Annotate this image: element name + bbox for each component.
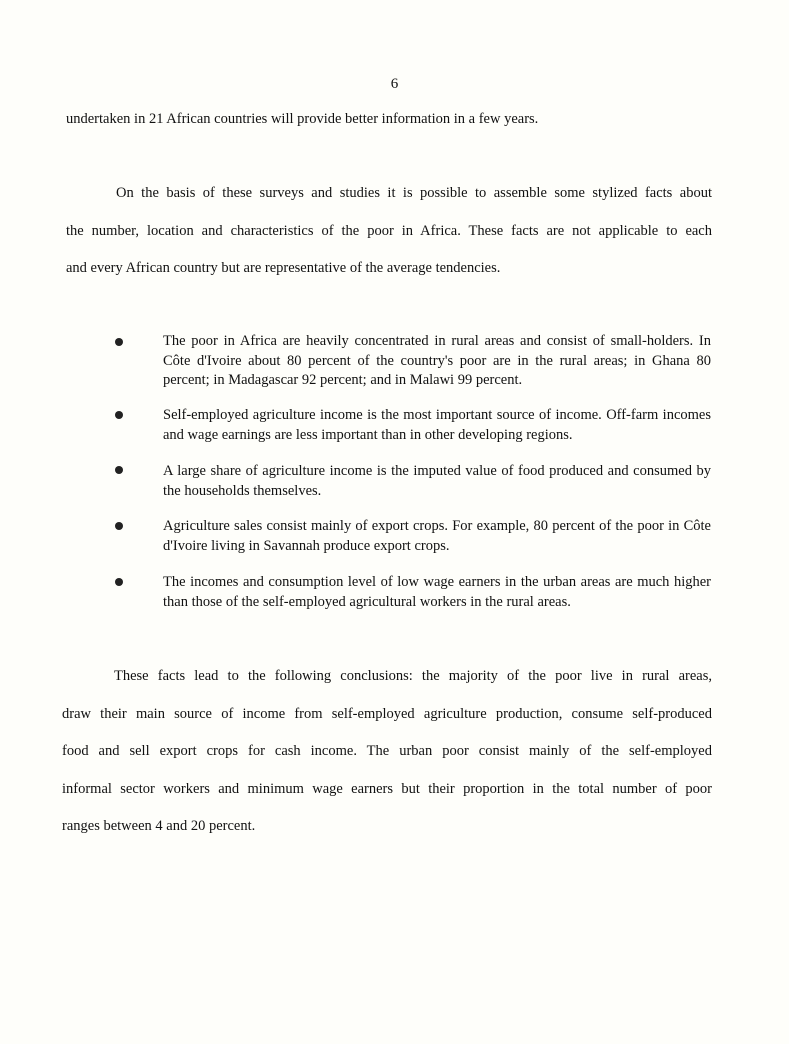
paragraph-line: and every African country but are representative of the average tendencies. <box>66 260 501 276</box>
bullet-text: Agriculture sales consist mainly of export crops. For example, 80 percent of the poor in Côte d'Ivoire living in Savannah produce export crops. <box>163 518 711 554</box>
paragraph-line: food and sell export crops for cash income. The urban poor consist mainly of the self-employed <box>62 743 712 759</box>
paragraph-line: These facts lead to the following conclusions: the majority of the poor live in rural areas, <box>114 668 712 684</box>
bullet-text: A large share of agriculture income is the imputed value of food produced and consumed by the households themselves. <box>163 463 711 499</box>
bullet-text: Self-employed agriculture income is the most important source of income. Off-farm incomes and wage earnings are less important than in other developing regions. <box>163 407 711 443</box>
bullet-icon <box>115 578 123 586</box>
paragraph-line: On the basis of these surveys and studies it is possible to assemble some stylized facts about <box>116 185 712 201</box>
bullet-icon <box>115 466 123 474</box>
bullet-icon <box>115 411 123 419</box>
page-number: 6 <box>390 76 399 92</box>
paragraph-line: informal sector workers and minimum wage earners but their proportion in the total number of poor <box>62 781 712 797</box>
intro-line: undertaken in 21 African countries will provide better information in a few years. <box>66 111 539 127</box>
paragraph-line: ranges between 4 and 20 percent. <box>62 818 256 834</box>
bullet-text: The poor in Africa are heavily concentrated in rural areas and consist of small-holders. In Côte d'Ivoire about 80 percent of the country's poor are in the rural areas; in Ghana 80 percent; in Madagascar 92 percent; and in Malawi 99 percent. <box>163 333 711 388</box>
bullet-icon <box>115 338 123 346</box>
paragraph-line: draw their main source of income from self-employed agriculture production, consume self-produced <box>62 706 712 722</box>
bullet-icon <box>115 522 123 530</box>
bullet-text: The incomes and consumption level of low wage earners in the urban areas are much higher than those of the self-employed agricultural workers in the rural areas. <box>163 574 711 610</box>
paragraph-line: the number, location and characteristics of the poor in Africa. These facts are not applicable to each <box>66 223 712 239</box>
